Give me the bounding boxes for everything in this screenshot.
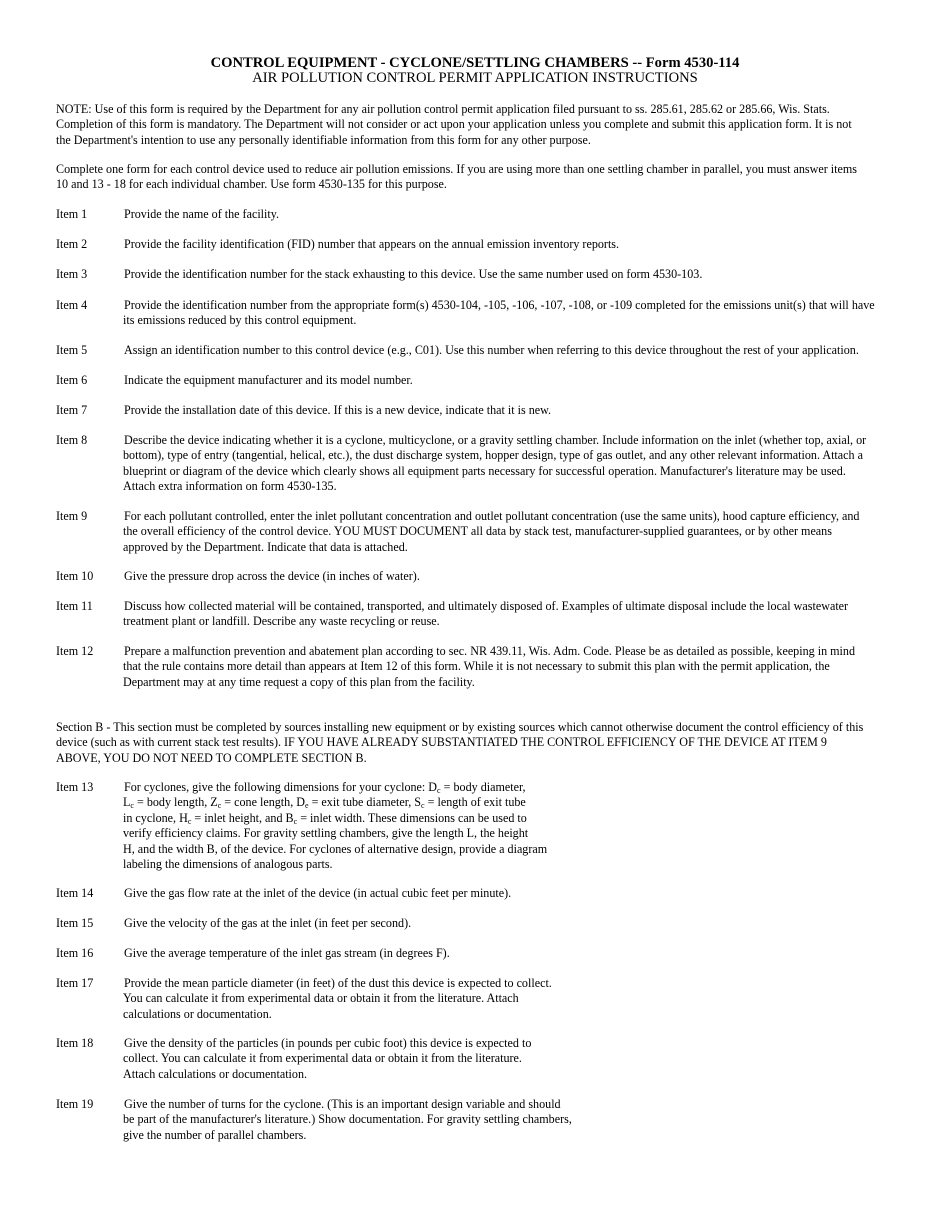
item-label: Item 18 xyxy=(56,1036,94,1050)
item-line: Provide the name of the facility. xyxy=(124,207,280,221)
item-text xyxy=(123,780,547,872)
item-line: Provide the facility identification (FID) number that appears on the annual emission inventory reports. xyxy=(124,237,620,251)
item13-text: L xyxy=(123,795,131,810)
item-text xyxy=(123,1036,531,1082)
item-label: Item 17 xyxy=(56,976,94,990)
item-text xyxy=(123,509,859,555)
item13-text: = inlet height, and B xyxy=(191,810,294,825)
item-line: Give the velocity of the gas at the inlet (in feet per second). xyxy=(124,916,412,930)
item13-text: = inlet width. These dimensions can be used to xyxy=(297,810,527,825)
intro-line: 10 and 13 - 18 for each individual chamber. Use form 4530-135 for this purpose. xyxy=(56,177,447,192)
item-text xyxy=(123,298,875,329)
item13-text: = length of exit tube xyxy=(424,795,526,810)
item-label: Item 16 xyxy=(56,946,94,960)
item-line: collect. You can calculate it from experimental data or obtain it from the literature. xyxy=(123,1051,522,1066)
item-text xyxy=(123,373,413,388)
item-line: Discuss how collected material will be contained, transported, and ultimately disposed of. Examples of ultimate disposal include the local wastewater xyxy=(124,599,849,613)
item-line: Describe the device indicating whether it is a cyclone, multicyclone, or a gravity settling chamber. Include information on the inlet (whether top, axial, or xyxy=(124,433,867,447)
item-line: Provide the installation date of this device. If this is a new device, indicate that it is new. xyxy=(124,403,552,417)
item-text xyxy=(123,433,866,495)
item-text xyxy=(123,886,511,901)
item13-text: = body diameter, xyxy=(440,780,526,794)
item-text xyxy=(123,237,619,252)
item-label: Item 9 xyxy=(56,509,88,523)
section-b-line: Section B - This section must be completed by sources installing new equipment or by existing sources which cannot otherwise document the control efficiency of this xyxy=(56,720,864,734)
section-b-line: ABOVE, YOU DO NOT NEED TO COMPLETE SECTION B. xyxy=(56,750,367,765)
item-label: Item 19 xyxy=(56,1097,94,1111)
item-line xyxy=(123,795,547,810)
item-line: H, and the width B, of the device. For cyclones of alternative design, provide a diagram xyxy=(123,841,548,856)
item-line: calculations or documentation. xyxy=(123,1006,272,1021)
item-line: Provide the identification number from the appropriate form(s) 4530-104, -105, -106, -107, -108, or -109 completed for the emissions unit(s) that will have xyxy=(124,298,875,312)
item13-text: = cone length, D xyxy=(221,795,305,810)
note-line: the Department's intention to use any personally identifiable information from this form for any other purpose. xyxy=(56,132,591,147)
item13-text: = body length, Z xyxy=(133,795,218,810)
item-text xyxy=(123,207,279,222)
item13-text: For cyclones, give the following dimensions for your cyclone: D xyxy=(124,780,438,794)
section-b-line: device (such as with current stack test results). IF YOU HAVE ALREADY SUBSTANTIATED THE CONTROL EFFICIENCY OF THE DEVICE AT ITEM 9 xyxy=(56,735,827,750)
item13-subscript: c xyxy=(421,801,425,811)
item-label: Item 4 xyxy=(56,298,88,312)
item-label: Item 15 xyxy=(56,916,94,930)
item-label: Item 6 xyxy=(56,373,88,387)
item-line: Give the density of the particles (in pounds per cubic foot) this device is expected to xyxy=(124,1036,532,1050)
intro-paragraph xyxy=(56,162,901,193)
item-line: give the number of parallel chambers. xyxy=(123,1127,307,1142)
form-title: CONTROL EQUIPMENT - CYCLONE/SETTLING CHAMBERS -- Form 4530-114 xyxy=(210,55,740,71)
item-line: approved by the Department. Indicate that data is attached. xyxy=(123,539,408,554)
item-line: the overall efficiency of the control device. YOU MUST DOCUMENT all data by stack test, manufacturer-supplied guarantees, or by other means xyxy=(123,524,832,539)
item-line: Indicate the equipment manufacturer and its model number. xyxy=(124,373,413,387)
item-text xyxy=(123,403,551,418)
item-line: blueprint or diagram of the device which clearly shows all equipment parts necessary for successful operation. Manufacturer's literature may be used. xyxy=(123,463,846,478)
item-line: be part of the manufacturer's literature.) Show documentation. For gravity settling chambers, xyxy=(123,1112,572,1127)
item-label: Item 12 xyxy=(56,644,94,658)
item-line: verify efficiency claims. For gravity settling chambers, give the length L, the height xyxy=(123,826,529,841)
form-subtitle: AIR POLLUTION CONTROL PERMIT APPLICATION INSTRUCTIONS xyxy=(252,70,698,86)
item-text xyxy=(123,569,420,584)
item-line: For each pollutant controlled, enter the inlet pollutant concentration and outlet pollutant concentration (use the same units), hood capture efficiency, and xyxy=(124,509,860,523)
item-label: Item 7 xyxy=(56,403,88,417)
item-text xyxy=(123,599,848,630)
item-label: Item 8 xyxy=(56,433,88,447)
item-line: Prepare a malfunction prevention and abatement plan according to sec. NR 439.11, Wis. Adm. Code. Please be as detailed as possible, keeping in mind xyxy=(124,644,855,658)
item-line: Department may at any time request a copy of this plan from the facility. xyxy=(123,674,475,689)
item13-text: = exit tube diameter, S xyxy=(308,795,422,810)
item-label: Item 5 xyxy=(56,343,88,357)
intro-line: Complete one form for each control device used to reduce air pollution emissions. If you are using more than one settling chamber in parallel, you must answer items xyxy=(56,162,857,176)
item-line: Give the average temperature of the inlet gas stream (in degrees F). xyxy=(124,946,450,960)
item-label: Item 13 xyxy=(56,780,94,794)
item-text xyxy=(123,644,855,690)
item-text xyxy=(123,976,552,1022)
item-line: its emissions reduced by this control equipment. xyxy=(123,313,357,328)
item13-subscript: c xyxy=(293,816,298,826)
item-label: Item 2 xyxy=(56,237,88,251)
item-line: treatment plant or landfill. Describe any waste recycling or reuse. xyxy=(123,614,440,629)
privacy-note xyxy=(56,102,901,148)
item-line xyxy=(123,780,547,795)
item-line: that the rule contains more detail than appears at Item 12 of this form. While it is not necessary to submit this plan with the permit application, the xyxy=(123,659,830,674)
item-line: labeling the dimensions of analogous parts. xyxy=(123,857,333,872)
item-label: Item 10 xyxy=(56,569,94,583)
note-line: NOTE: Use of this form is required by the Department for any air pollution control permit application filed pursuant to ss. 285.61, 285.62 or 285.66, Wis. Stats. xyxy=(56,102,830,116)
item-line: Provide the mean particle diameter (in feet) of the dust this device is expected to collect. xyxy=(124,976,552,990)
item-line xyxy=(123,811,547,826)
item-label: Item 14 xyxy=(56,886,94,900)
item-text xyxy=(123,267,702,282)
item13-text: in cyclone, H xyxy=(123,810,188,825)
item-line: Provide the identification number for the stack exhausting to this device. Use the same number used on form 4530-103. xyxy=(124,267,703,281)
item-label: Item 3 xyxy=(56,267,88,281)
item-line: You can calculate it from experimental data or obtain it from the literature. Attach xyxy=(123,991,519,1006)
item-text xyxy=(123,946,450,961)
item-line: bottom), type of entry (tangential, helical, etc.), the dust discharge system, hopper design, type of gas outlet, and any other relevant information. Attach a xyxy=(123,448,863,463)
item-text xyxy=(123,343,859,358)
item-text xyxy=(123,1097,572,1143)
item13-subscript: c xyxy=(130,801,134,811)
item-line: Assign an identification number to this control device (e.g., C01). Use this number when referring to this device throughout the rest of your application. xyxy=(124,343,859,357)
item-line: Give the pressure drop across the device (in inches of water). xyxy=(124,569,420,583)
item-line: Give the gas flow rate at the inlet of the device (in actual cubic feet per minute). xyxy=(124,886,512,900)
item-line: Attach extra information on form 4530-135. xyxy=(123,479,337,494)
item-label: Item 11 xyxy=(56,599,93,613)
item13-subscript: c xyxy=(187,816,192,826)
item13-subscript: e xyxy=(305,801,309,811)
item13-subscript: c xyxy=(437,786,441,795)
item-text xyxy=(123,916,411,931)
item-label: Item 1 xyxy=(56,207,88,221)
note-line: Completion of this form is mandatory. The Department will not consider or act upon your application unless you complete and submit this application form. It is not xyxy=(56,117,852,132)
item-line: Give the number of turns for the cyclone. (This is an important design variable and should xyxy=(124,1097,561,1111)
section-b-intro xyxy=(56,720,901,766)
item-line: Attach calculations or documentation. xyxy=(123,1066,308,1081)
item13-subscript: c xyxy=(217,801,222,811)
